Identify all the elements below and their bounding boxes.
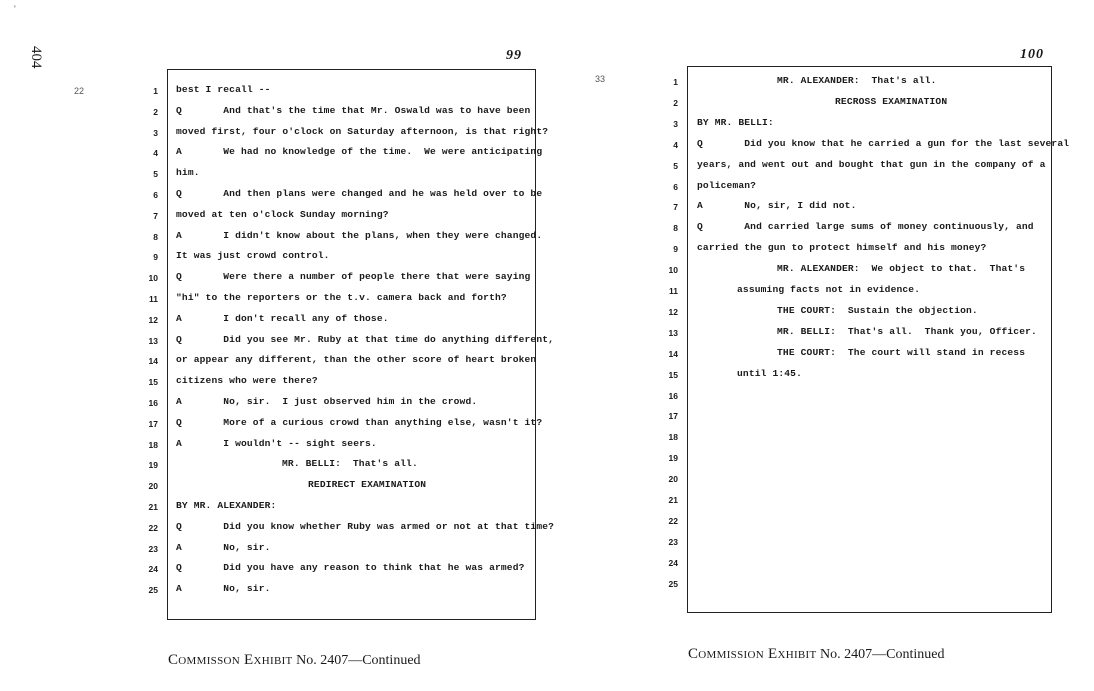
line-text: moved at ten o'clock Sunday morning? (176, 208, 389, 220)
line-text: REDIRECT EXAMINATION (308, 479, 427, 491)
line-text: Q Were there a number of people there that were saying (176, 271, 531, 283)
line-number: 9 (673, 244, 678, 255)
line-number: 15 (148, 377, 158, 388)
line-text: A No, sir. (176, 583, 271, 595)
line-text: MR. BELLI: That's all. (282, 458, 418, 470)
line-number: 18 (148, 439, 158, 450)
line-number: 16 (148, 398, 158, 408)
line-number: 17 (668, 411, 678, 422)
line-text: A No, sir. I just observed him in the crowd. (176, 396, 478, 407)
line-number: 4 (153, 148, 158, 159)
line-text: him. (176, 167, 200, 179)
line-text: citizens who were there? (176, 375, 318, 387)
line-number: 25 (148, 585, 158, 596)
line-number: 6 (153, 190, 158, 200)
line-number: 22 (148, 522, 158, 533)
line-number: 10 (148, 273, 158, 284)
line-number: 8 (153, 231, 158, 242)
line-number: 21 (668, 495, 678, 505)
line-text: MR. BELLI: That's all. Thank you, Officer. (777, 325, 1037, 337)
line-text: Q And carried large sums of money continuously, and (697, 221, 1034, 233)
line-text: or appear any different, than the other score of heart broken (176, 354, 537, 366)
line-number: 2 (673, 97, 678, 108)
line-text: A No, sir, I did not. (697, 200, 857, 212)
line-number: 14 (668, 348, 678, 359)
line-number: 10 (668, 265, 678, 276)
line-text: Q Did you know that he carried a gun for the last several (697, 137, 1070, 149)
line-number: 12 (668, 306, 678, 317)
line-text: best I recall -- (176, 84, 271, 95)
line-text: A We had no knowledge of the time. We were anticipating (176, 146, 543, 158)
line-number: 4 (673, 139, 678, 150)
line-text: years, and went out and bought that gun in the company of a (697, 158, 1046, 170)
line-text: until 1:45. (737, 367, 802, 379)
line-number: 20 (668, 474, 678, 485)
line-number: 13 (668, 327, 678, 338)
line-number: 24 (148, 564, 158, 575)
line-text: BY MR. ALEXANDER: (176, 500, 277, 511)
left-margin-mark: 22 (74, 86, 85, 96)
line-text: Q And then plans were changed and he was held over to be (176, 188, 543, 199)
line-number: 14 (148, 356, 158, 367)
line-text: It was just crowd control. (176, 250, 330, 262)
line-text: A No, sir. (176, 541, 271, 553)
line-number: 23 (668, 536, 678, 547)
line-text: Q And that's the time that Mr. Oswald was to have been (176, 104, 531, 116)
left-caption-prefix: Commisson Exhibit (168, 652, 293, 668)
left-caption-suffix: No. 2407—Continued (296, 653, 421, 668)
line-number: 11 (669, 286, 678, 296)
line-number: 3 (673, 118, 678, 129)
line-text: MR. ALEXANDER: We object to that. That's (777, 263, 1026, 275)
line-number: 13 (148, 335, 158, 346)
line-text: A I wouldn't -- sight seers. (176, 437, 377, 449)
line-text: Q Did you have any reason to think that he was armed? (176, 562, 525, 574)
line-number: 16 (668, 390, 678, 401)
line-number: 19 (148, 460, 158, 471)
line-text: THE COURT: Sustain the objection. (777, 304, 978, 316)
line-text: THE COURT: The court will stand in recess (777, 346, 1026, 358)
line-number: 9 (153, 252, 158, 263)
line-number: 20 (148, 481, 158, 492)
line-number: 5 (673, 160, 678, 171)
right-margin-mark: 33 (595, 74, 606, 84)
line-number: 12 (148, 314, 158, 325)
line-number: 22 (668, 515, 678, 526)
line-text: assuming facts not in evidence. (737, 284, 921, 295)
line-number: 11 (149, 294, 158, 304)
line-number: 1 (673, 77, 678, 87)
right-caption-suffix: No. 2407—Continued (820, 647, 945, 662)
right-exhibit-caption (688, 646, 945, 663)
line-number: 19 (668, 453, 678, 464)
corner-mark: ' (14, 4, 16, 14)
left-exhibit-caption (168, 652, 421, 669)
line-number: 18 (668, 432, 678, 443)
line-text: A I didn't know about the plans, when they were changed. (176, 229, 543, 241)
line-number: 15 (668, 369, 678, 380)
line-number: 7 (153, 210, 158, 221)
line-number: 2 (153, 106, 158, 117)
line-number: 8 (673, 223, 678, 234)
line-text: carried the gun to protect himself and his money? (697, 242, 987, 254)
line-text: policeman? (697, 179, 757, 191)
volume-number: 404 (28, 46, 44, 69)
line-text: moved first, four o'clock on Saturday afternoon, is that right? (176, 125, 549, 137)
line-number: 1 (153, 86, 158, 96)
left-page-number: 99 (506, 48, 522, 63)
line-number: 6 (673, 181, 678, 192)
right-page-number: 100 (1020, 47, 1044, 62)
line-text: MR. ALEXANDER: That's all. (777, 75, 937, 86)
line-text: Q Did you see Mr. Ruby at that time do anything different, (176, 333, 555, 345)
line-number: 3 (153, 127, 158, 138)
line-number: 21 (148, 502, 158, 512)
line-number: 24 (668, 557, 678, 568)
line-text: "hi" to the reporters or the t.v. camera back and forth? (176, 292, 507, 303)
line-number: 7 (673, 202, 678, 213)
line-number: 5 (153, 169, 158, 180)
line-number: 25 (668, 578, 678, 589)
line-text: RECROSS EXAMINATION (835, 95, 948, 107)
line-text: BY MR. BELLI: (697, 116, 774, 128)
right-caption-prefix: Commission Exhibit (688, 646, 817, 662)
line-text: Q Did you know whether Ruby was armed or not at that time? (176, 520, 555, 532)
line-text: A I don't recall any of those. (176, 312, 389, 324)
line-text: Q More of a curious crowd than anything else, wasn't it? (176, 416, 543, 428)
line-number: 23 (148, 543, 158, 554)
line-number: 17 (148, 418, 158, 429)
